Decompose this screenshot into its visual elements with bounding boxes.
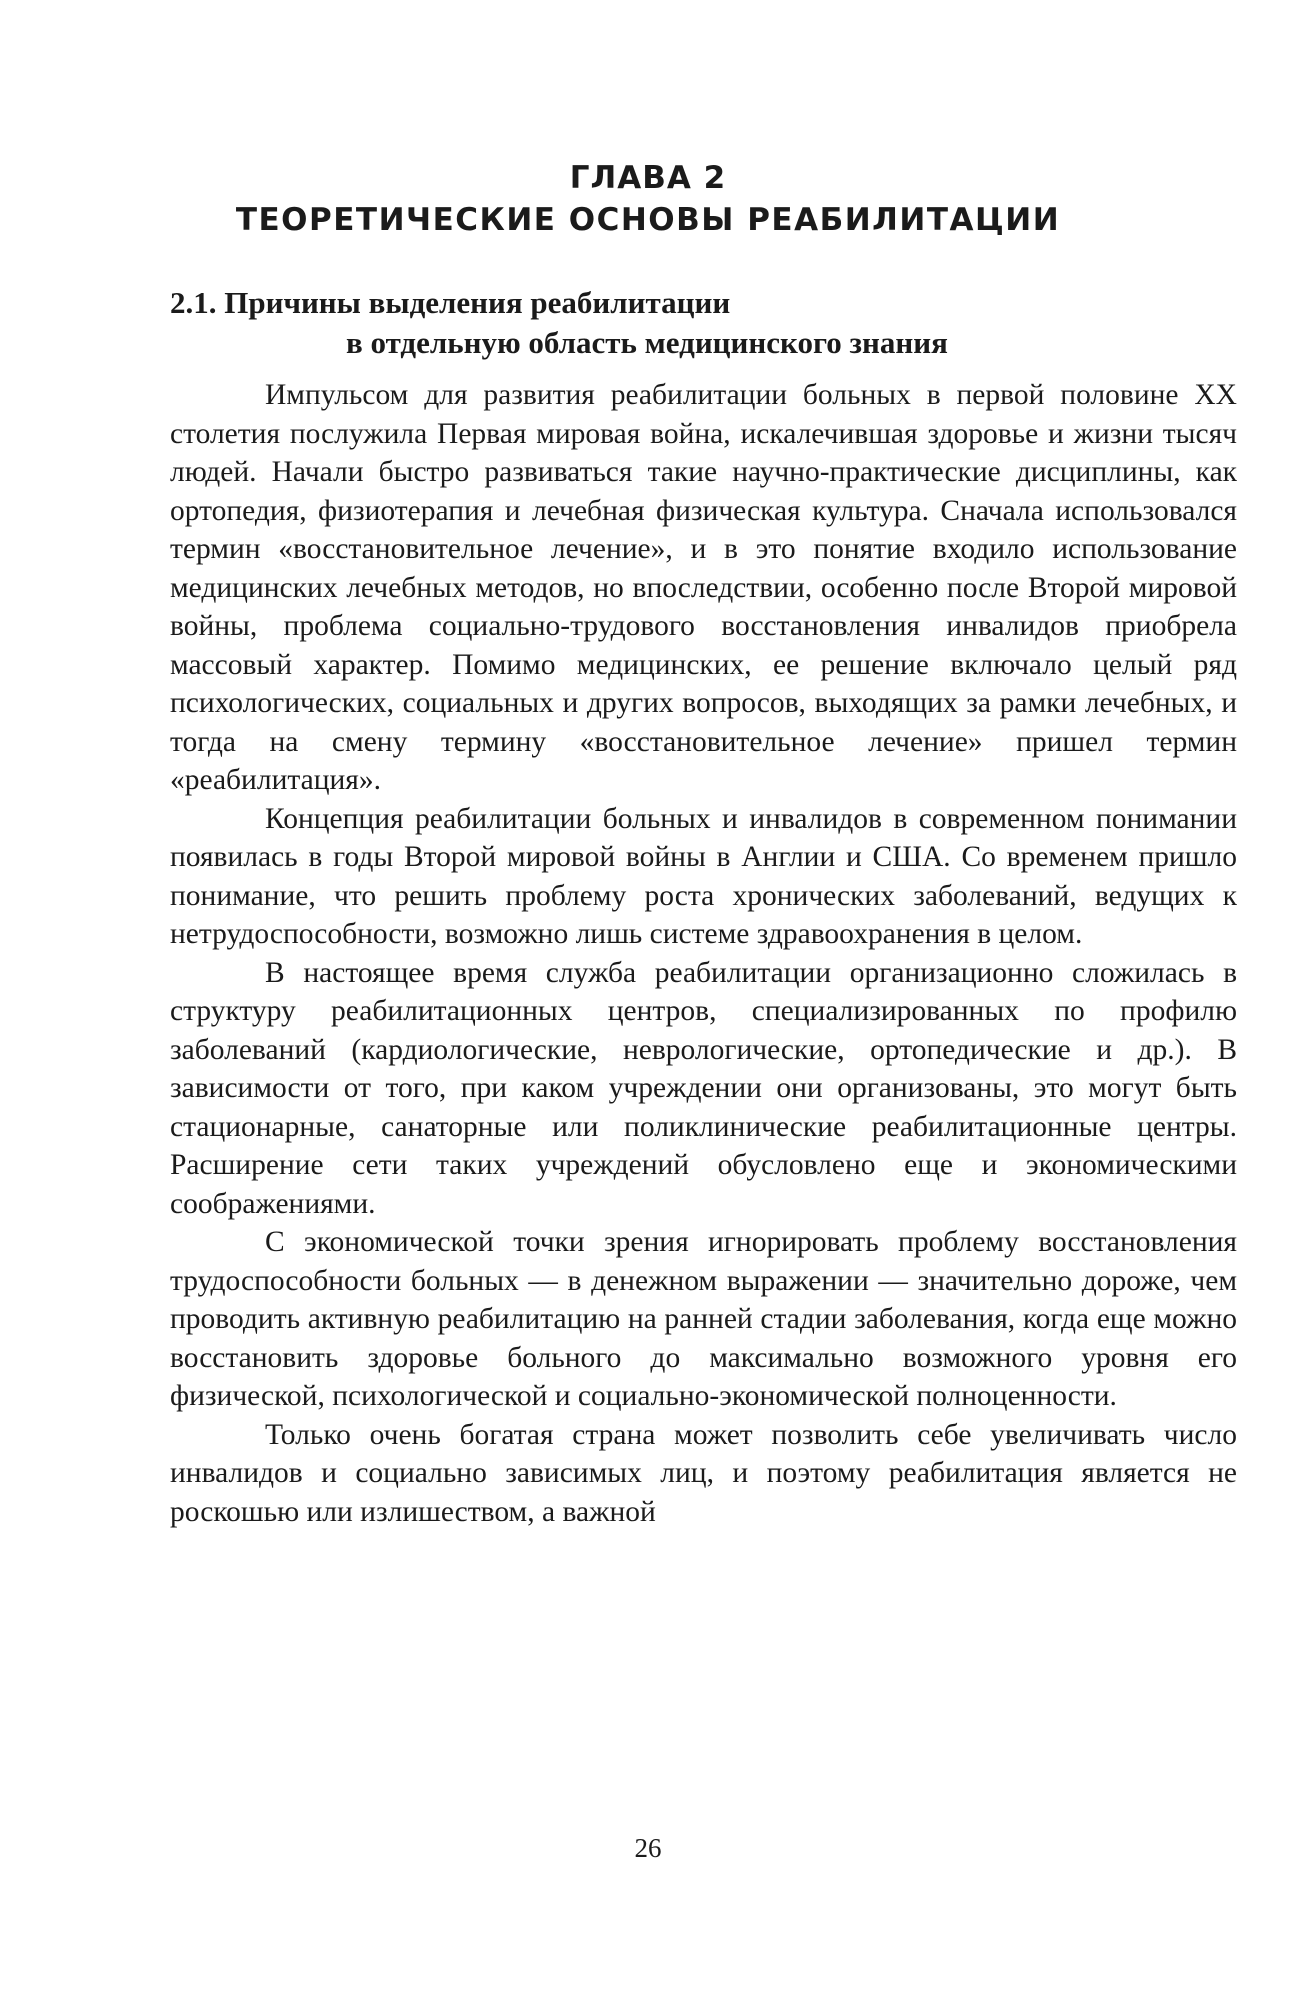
paragraph: Импульсом для развития реабилитации больных в первой половине XX столетия послужила Первая мировая война, искалечившая здоровье и жизни тысяч людей. Начали быстро развиваться такие научно-практические дисциплины, как ортопедия, физиотерапия и лечебная физическая культура. Сначала использовался термин «восстановительное лечение», и в это понятие входило использование медицинских лечебных методов, но впоследствии, особенно после Второй мировой войны, проблема социально-трудового восстановления инвалидов приобрела массовый характер. Помимо медицинских, ее решение включало целый ряд психологических, социальных и других вопросов, выходящих за рамки лечебных, и тогда на смену термину «восстановительное лечение» пришел термин «реабилитация». xyxy=(170,379,1237,796)
paragraph: Только очень богатая страна может позволить себе увеличивать число инвалидов и социально зависимых лиц, и поэтому реабилитация является не роскошью или излишеством, а важной xyxy=(170,1418,1237,1528)
section-title-line-2: в отдельную область медицинского знания xyxy=(346,325,948,360)
page-number: 26 xyxy=(634,1833,662,1863)
section-title xyxy=(170,283,1260,363)
body-text xyxy=(170,376,1237,1531)
chapter-label: ГЛАВА 2 xyxy=(569,160,727,196)
chapter-title: ТЕОРЕТИЧЕСКИЕ ОСНОВЫ РЕАБИЛИТАЦИИ xyxy=(235,202,1061,238)
section-title-line-1: 2.1. Причины выделения реабилитации xyxy=(170,285,731,320)
paragraph: С экономической точки зрения игнорировать проблему восстановления трудоспособности больных — в денежном выражении — значительно дороже, чем проводить активную реабилитацию на ранней стадии заболевания, когда еще можно восстановить здоровье больного до максимально возможного уровня его физической, психологической и социально-экономической полноценности. xyxy=(170,1226,1237,1412)
paragraph: Концепция реабилитации больных и инвалидов в современном понимании появилась в годы Второй мировой войны в Англии и США. Со временем пришло понимание, что решить проблему роста хронических заболеваний, ведущих к нетрудоспособности, возможно лишь системе здравоохранения в целом. xyxy=(170,802,1237,950)
paragraph: В настоящее время служба реабилитации организационно сложилась в структуру реабилитационных центров, специализированных по профилю заболеваний (кардиологические, неврологические, ортопедические и др.). В зависимости от того, при каком учреждении они организованы, это могут быть стационарные, санаторные или поликлинические реабилитационные центры. Расширение сети таких учреждений обусловлено еще и экономическими соображениями. xyxy=(170,956,1237,1220)
